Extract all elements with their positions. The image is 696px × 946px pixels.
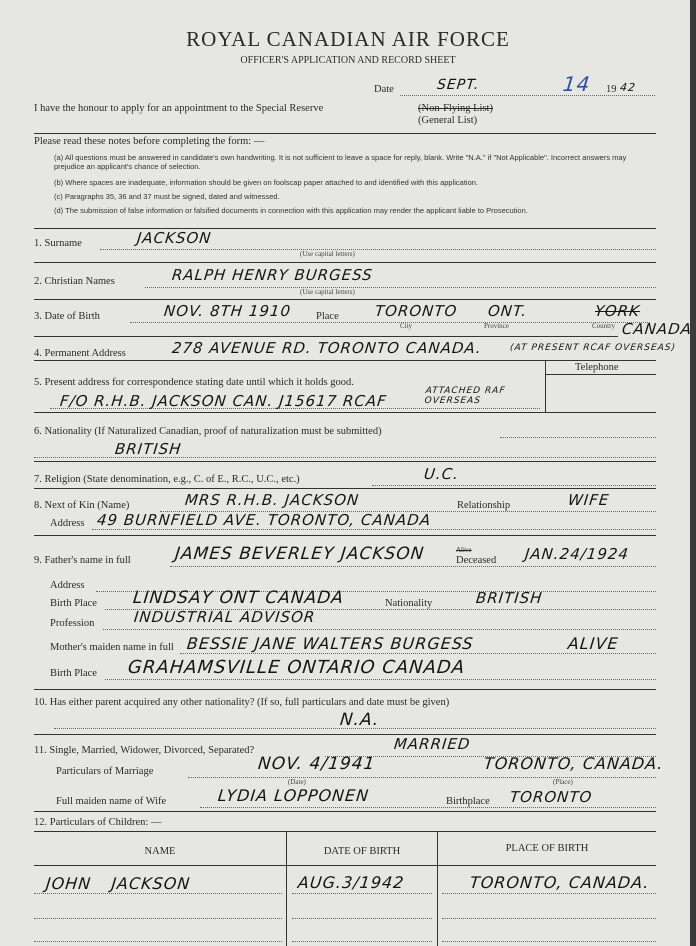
col-header-place: PLACE OF BIRTH [505, 843, 589, 854]
divider [34, 299, 656, 300]
country-caption: Country [592, 322, 615, 330]
divider [34, 488, 656, 489]
divider [34, 689, 656, 690]
note-b: (b) Where spaces are inadequate, information should be given on foolscap paper attached to and identified with this application. [54, 178, 479, 187]
deceased-label: Deceased [456, 555, 497, 566]
permanent-note: (AT PRESENT RCAF OVERSEAS) [509, 343, 677, 353]
scan-edge [690, 0, 696, 946]
marriage-date: NOV. 4/1941 [256, 754, 377, 774]
child-dob-field[interactable] [292, 893, 432, 894]
kin-value: MRS R.H.B. JACKSON [184, 491, 361, 509]
christian-hint: (Use capital letters) [300, 288, 355, 296]
present-value: F/O R.H.B. JACKSON CAN. J15617 RCAF [59, 392, 388, 410]
form-subtitle: OFFICER'S APPLICATION AND RECORD SHEET [240, 55, 456, 66]
mother-birth-field[interactable] [105, 679, 656, 680]
christian-value: RALPH HENRY BURGESS [171, 266, 374, 284]
date-day: 14 [561, 72, 592, 96]
nationality-value: BRITISH [114, 440, 183, 458]
religion-label: 7. Religion (State denomination, e.g., C. of E., R.C., U.C., etc.) [34, 474, 300, 485]
province-caption: Province [484, 322, 509, 330]
wife-birthplace-label: Birthplace [446, 796, 490, 807]
birth-province: ONT. [487, 302, 529, 320]
profession-field[interactable] [103, 629, 656, 630]
father-value: JAMES BEVERLEY JACKSON [173, 544, 426, 564]
dob-field[interactable] [130, 322, 650, 323]
relationship-label: Relationship [457, 500, 511, 511]
mother-birth-value: GRAHAMSVILLE ONTARIO CANADA [126, 657, 467, 678]
mother-field[interactable] [180, 653, 656, 654]
divider [34, 336, 618, 337]
place-label: Place [316, 311, 339, 322]
mother-status: ALIVE [567, 634, 620, 653]
divider [34, 535, 656, 536]
child-dob-field[interactable] [292, 918, 432, 919]
marriage-place: TORONTO, CANADA. [483, 754, 665, 773]
kin-address-field[interactable] [92, 529, 656, 530]
child-name-field[interactable] [34, 893, 282, 894]
form-title: ROYAL CANADIAN AIR FORCE [186, 27, 510, 51]
birth-country-struck: YORK [594, 302, 641, 320]
father-nationality-label: Nationality [385, 598, 433, 609]
surname-label: 1. Surname [34, 238, 82, 249]
child-place: TORONTO, CANADA. [469, 873, 651, 892]
child-place-field[interactable] [442, 893, 656, 894]
child-name-field[interactable] [34, 941, 282, 942]
dob-label: 3. Date of Birth [34, 311, 100, 322]
marital-label: 11. Single, Married, Widower, Divorced, Separated? [34, 745, 255, 756]
children-label: 12. Particulars of Children: — [34, 817, 162, 828]
child-name-field[interactable] [34, 918, 282, 919]
mother-value: BESSIE JANE WALTERS BURGESS [186, 634, 475, 653]
father-field[interactable] [170, 566, 656, 567]
divider [34, 865, 656, 866]
birth-city: TORONTO [374, 302, 459, 320]
marriage-field[interactable] [188, 777, 656, 778]
date-label: Date [374, 84, 394, 95]
apply-text: I have the honour to apply for an appointment to the Special Reserve [34, 103, 324, 114]
divider [34, 412, 656, 413]
date-caption: (Date) [288, 778, 306, 786]
religion-value: U.C. [423, 465, 460, 483]
profession-label: Profession [50, 618, 95, 629]
col-header-name: NAME [144, 846, 176, 857]
christian-field[interactable] [145, 287, 656, 288]
list-general: (General List) [418, 115, 478, 126]
divider [34, 831, 656, 832]
religion-field[interactable] [372, 485, 656, 486]
birth-country: CANADA [621, 320, 693, 338]
surname-field[interactable] [100, 249, 656, 250]
surname-hint: (Use capital letters) [300, 250, 355, 258]
permanent-label: 4. Permanent Address [34, 348, 126, 359]
permanent-value: 278 AVENUE RD. TORONTO CANADA. [171, 339, 483, 357]
divider [34, 734, 656, 735]
relationship-value: WIFE [567, 491, 611, 509]
nationality-label: 6. Nationality (If Naturalized Canadian, proof of naturalization must be submitted) [34, 426, 382, 437]
notes-intro: Please read these notes before completing the form: — [34, 136, 265, 147]
kin-address-value: 49 BURNFIELD AVE. TORONTO, CANADA [96, 511, 433, 529]
mother-birth-label: Birth Place [50, 668, 97, 679]
date-month: SEPT. [436, 77, 481, 93]
kin-label: 8. Next of Kin (Name) [34, 500, 130, 511]
parent-nat-value: N.A. [338, 710, 381, 730]
date-year: 42 [619, 81, 637, 94]
divider [34, 133, 656, 134]
father-birth-value: LINDSAY ONT CANADA [131, 588, 346, 608]
present-label: 5. Present address for correspondence stating date until which it holds good. [34, 377, 354, 388]
surname-value: JACKSON [136, 229, 213, 247]
wife-birthplace-value: TORONTO [509, 788, 594, 806]
mother-label: Mother's maiden name in full [50, 642, 174, 653]
wife-field[interactable] [200, 807, 656, 808]
note-a: (a) All questions must be answered in candidate's own handwriting. It is not sufficient to leave a space for reply, blank. Write "N.A." if "Not Applicable". Incorrect answers may prejudice an applicant's chance of selection. [54, 153, 627, 171]
alive-struck: Alive [456, 546, 472, 554]
father-birth-label: Birth Place [50, 598, 97, 609]
child-dob-field[interactable] [292, 941, 432, 942]
marriage-label: Particulars of Marriage [56, 766, 154, 777]
marital-value: MARRIED [393, 735, 472, 753]
telephone-divider [545, 374, 656, 375]
date-year-prefix: 19 [606, 84, 617, 95]
child-place-field[interactable] [442, 918, 656, 919]
place-caption: (Place) [553, 778, 573, 786]
dob-value: NOV. 8TH 1910 [163, 302, 292, 320]
profession-value: INDUSTRIAL ADVISOR [133, 608, 317, 626]
dots [500, 437, 656, 438]
telephone-label: Telephone [575, 362, 619, 373]
child-place-field[interactable] [442, 941, 656, 942]
wife-value: LYDIA LOPPONEN [217, 786, 371, 805]
father-address-label: Address [50, 580, 85, 591]
wife-label: Full maiden name of Wife [56, 796, 167, 807]
child-dob: AUG.3/1942 [297, 873, 406, 892]
list-struck: (Non-Flying List) [418, 103, 493, 114]
col-header-dob: DATE OF BIRTH [323, 846, 401, 857]
kin-address-label: Address [50, 518, 85, 529]
date-dots [400, 95, 655, 96]
divider [34, 228, 656, 229]
present-note: ATTACHED RAF OVERSEAS [423, 386, 507, 406]
divider [34, 461, 656, 462]
father-label: 9. Father's name in full [34, 555, 131, 566]
note-d: (d) The submission of false information or falsified documents in connection with this application may render the applicant liable to Prosecution. [54, 206, 528, 215]
father-nationality-value: BRITISH [475, 589, 544, 607]
city-caption: City [400, 322, 413, 330]
child-name: JOHN JACKSON [45, 874, 192, 893]
parent-nat-label: 10. Has either parent acquired any other nationality? (If so, full particulars and date must be given) [34, 697, 450, 708]
divider [34, 360, 656, 361]
deceased-value: JAN.24/1924 [524, 545, 630, 563]
christian-label: 2. Christian Names [34, 276, 115, 287]
note-c: (c) Paragraphs 35, 36 and 37 must be signed, dated and witnessed. [54, 192, 280, 201]
divider [34, 811, 656, 812]
divider [34, 262, 656, 263]
